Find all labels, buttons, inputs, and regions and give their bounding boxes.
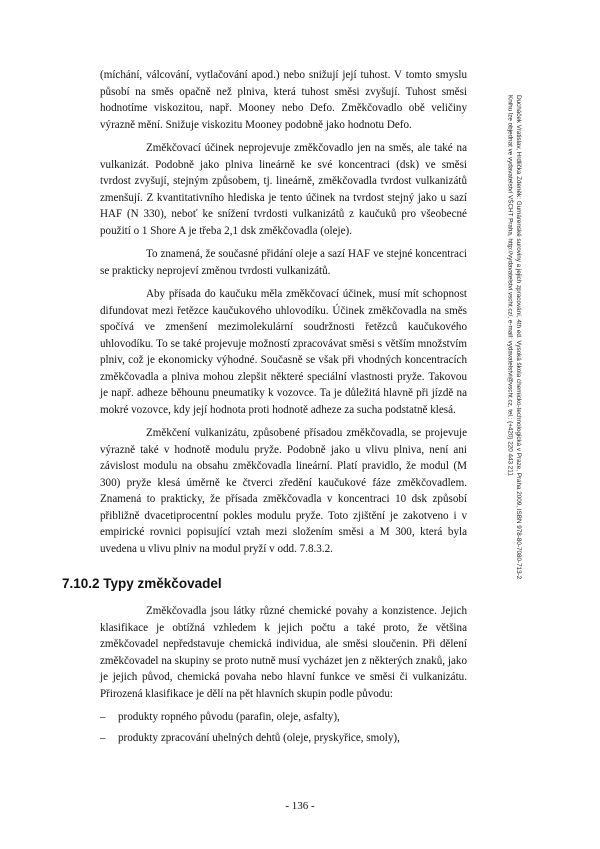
side-copyright-note: [505, 95, 522, 579]
section-heading: 7.10.2 Typy změkčovadel: [62, 576, 222, 591]
paragraph-3: To znamená, že současné přidání oleje a sazí HAF ve stejné koncentraci se prakticky neprojeví změnou tvrdosti vulkanizátů.: [100, 248, 467, 277]
paragraph-4: Aby přísada do kaučuku měla změkčovací účinek, musí mít schopnost difundovat mezi řetězce kaučukového uhlovodíku. Účinek změkčovadla na směs spočívá ve zmenšení mezimolekulární soudržnosti řetězců kaučukového uhlovodíku. To se také projevuje možností zpracovávat směsi s větším množstvím plniv, což je ekonomicky výhodné. Současně se však při vhodných koncentracích změkčovadla a plniva mohou zlepšit některé speciální vlastnosti pryže. Takovou je např. adheze běhounu pneumatiky k vozovce. Ta je důležitá hlavně při jízdě na mokré vozovce, kdy její hodnota proti hodnotě adheze za sucha podstatně klesá.: [100, 288, 467, 416]
page-number: - 136 -: [285, 800, 315, 812]
paragraph-2: Změkčovací účinek neprojevuje změkčovadlo jen na směs, ale také na vulkanizát. Podobně jako plniva lineárně ke své koncentraci (dsk) ve směsi tvrdost zvyšují, stejným způsobem, tj. lineárně, změkčovadla tvrdost vulkanizátů zmenšují. Z kvantitativního hlediska je tento účinek na tvrdost stejný jako u sazí HAF (N 330), neboť ke snížení tvrdosti vulkanizátů z kaučuků pro všeobecné použití o 1 Shore A je třeba 2,1 dsk změkčovadla (oleje).: [100, 142, 467, 237]
list-item-text: produkty zpracování uhelných dehtů (oleje, pryskyřice, smoly),: [118, 731, 400, 744]
section-paragraph: Změkčovadla jsou látky různé chemické povahy a konzistence. Jejich klasifikace je obtížná vzhledem k jejich počtu a také proto, že většina změkčovadel nepředstavuje chemická individua, ale směsi sloučenin. Při dělení změkčovadel na skupiny se proto nutně musí vycházet jen z některých znaků, jako je jejich původ, chemická povaha nebo hlavní funkce ve směsi či vulkanizátu. Přirozená klasifikace je dělí na pět hlavních skupin podle původu:: [100, 605, 467, 700]
paragraph-5: Změkčení vulkanizátu, způsobené přísadou změkčovadla, se projevuje výrazně také v hodnotě modulu pryže. Podobně jako u vlivu plniva, není ani závislost modulu na obsahu změkčovadla lineární. Platí pravidlo, že modul (M 300) pryže klesá úměrně ke čtverci zředění kaučukové fáze změkčovadlem. Znamená to prakticky, že přísada změkčovadla v koncentraci 10 dsk způsobí přibližně dvacetiprocentní pokles modulu pryže. Toto zjištění je zakotveno i v empirické rovnici popisující vztah mezi složením směsi a M 300, která byla uvedena u vlivu plniv na modul pryží v odd. 7.8.3.2.: [100, 427, 467, 555]
paragraph-1: (míchání, válcování, vytlačování apod.) nebo snižují její tuhost. V tomto smyslu působí na směs opačně než plniva, která tuhost směsi zvyšují. Tuhost směsi hodnotíme viskozitou, např. Mooney nebo Defo. Změkčovadlo obě veličiny výrazně mění. Snižuje viskozitu Mooney podobně jako hodnotu Defo.: [100, 69, 467, 131]
list-item-text: produkty ropného původu (parafin, oleje, asfalty),: [118, 711, 340, 723]
side-note-line-1: Ducháček Vratislav, Hrdlička Zdeněk: Gumárenské suroviny a jejich zpracování, 4th ed. Vysoká škola chemicko-technologická v Praze, Praha 2009, ISBN 978-80-7080-713-2: [515, 95, 522, 580]
main-text-column: [62, 67, 467, 750]
list-item: [100, 730, 467, 747]
plasticizer-groups-list: [100, 709, 467, 746]
side-note-line-2: Knihu lze objednat ve vydavatelství VŠCHT Praha, http://vydavatelstvi.vscht.cz/, e-mail: vydavatelstvi@vscht.cz, tel.: (+420) 220 443 211: [506, 95, 514, 476]
list-item: [100, 709, 467, 726]
bullet-dash: –: [100, 731, 106, 744]
bullet-dash: –: [100, 711, 106, 723]
